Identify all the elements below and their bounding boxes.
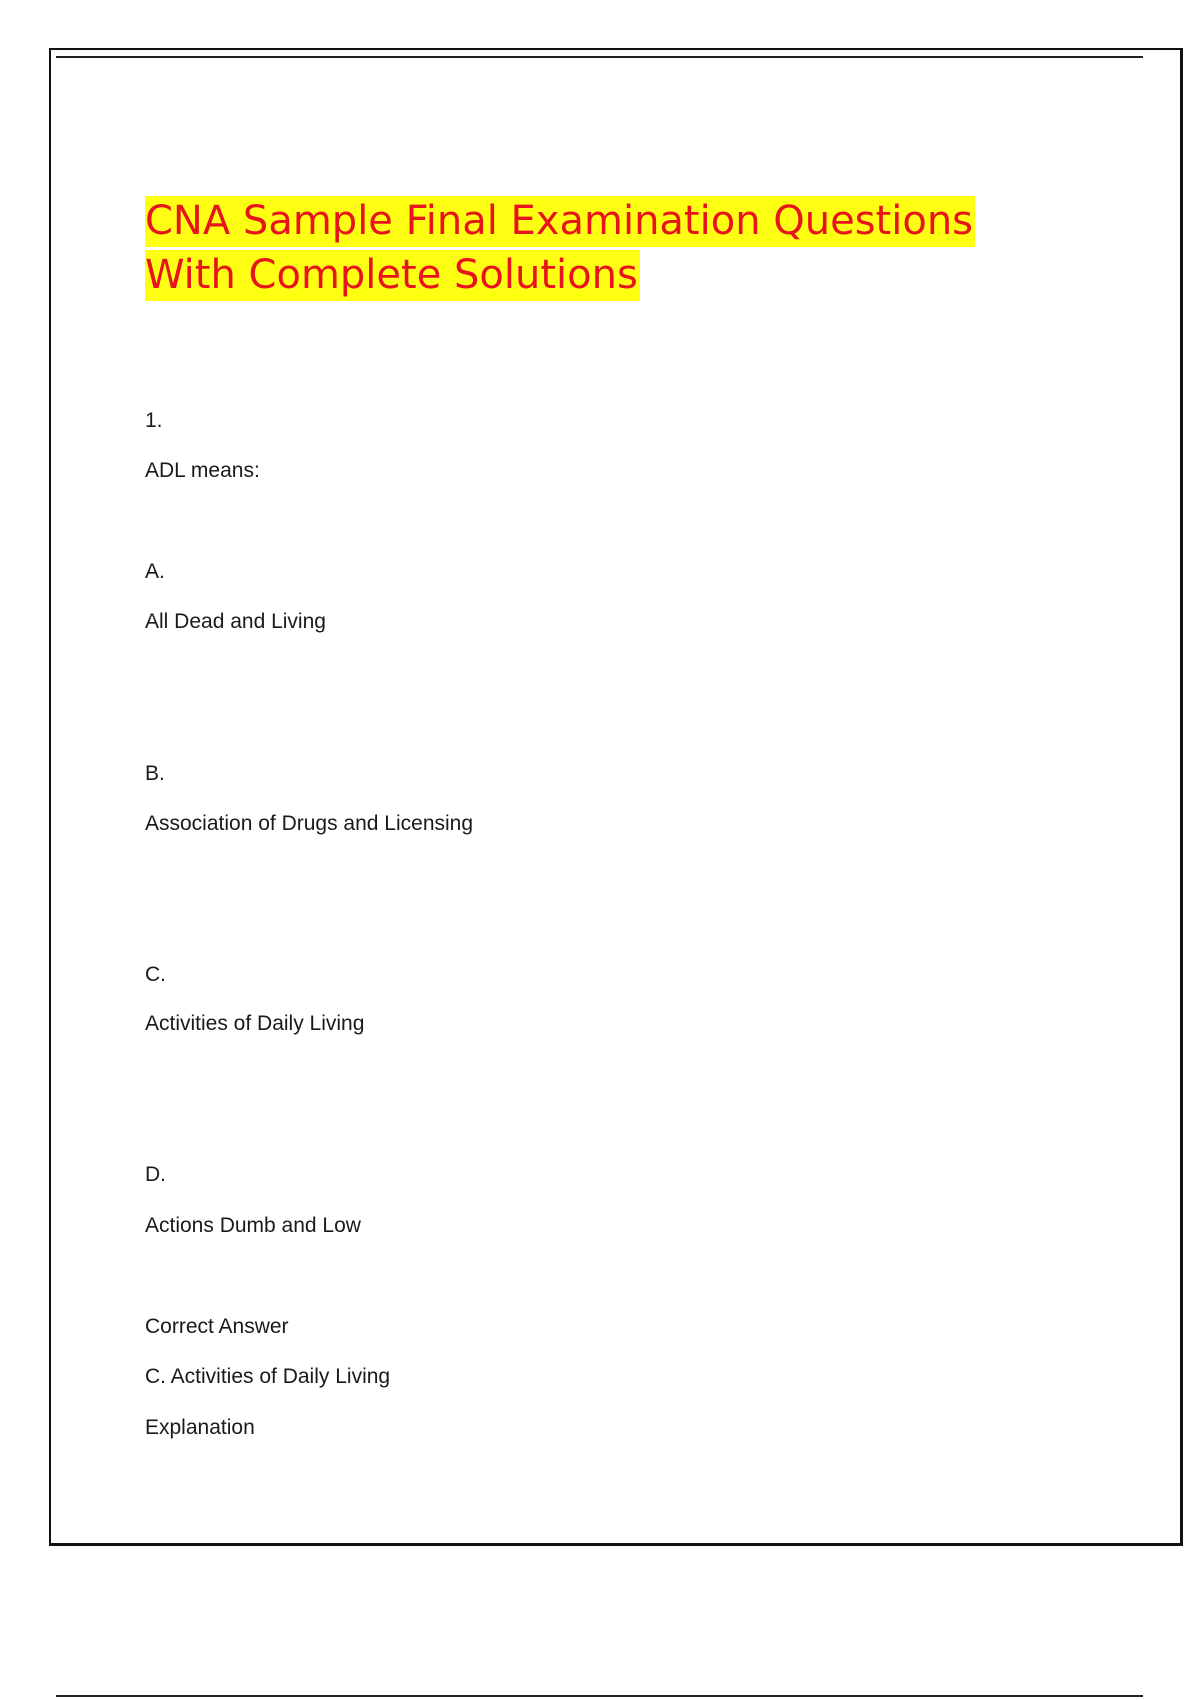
question-number: 1.	[145, 409, 163, 432]
explanation-label: Explanation	[145, 1416, 255, 1439]
top-rule	[56, 56, 1143, 58]
title-line-2: With Complete Solutions	[145, 250, 640, 301]
option-d-text: Actions Dumb and Low	[145, 1214, 361, 1237]
option-a-text: All Dead and Living	[145, 610, 326, 633]
option-c-text: Activities of Daily Living	[145, 1012, 365, 1035]
option-a-letter: A.	[145, 560, 165, 583]
option-c-letter: C.	[145, 963, 166, 986]
correct-answer: C. Activities of Daily Living	[145, 1365, 391, 1388]
bottom-rule	[56, 1695, 1143, 1697]
title-line-1: CNA Sample Final Examination Questions	[145, 196, 975, 247]
option-b-letter: B.	[145, 762, 165, 785]
option-b-text: Association of Drugs and Licensing	[145, 812, 474, 835]
option-d-letter: D.	[145, 1163, 166, 1186]
document-title	[145, 194, 975, 302]
question-text: ADL means:	[145, 459, 260, 482]
correct-answer-label: Correct Answer	[145, 1315, 289, 1338]
